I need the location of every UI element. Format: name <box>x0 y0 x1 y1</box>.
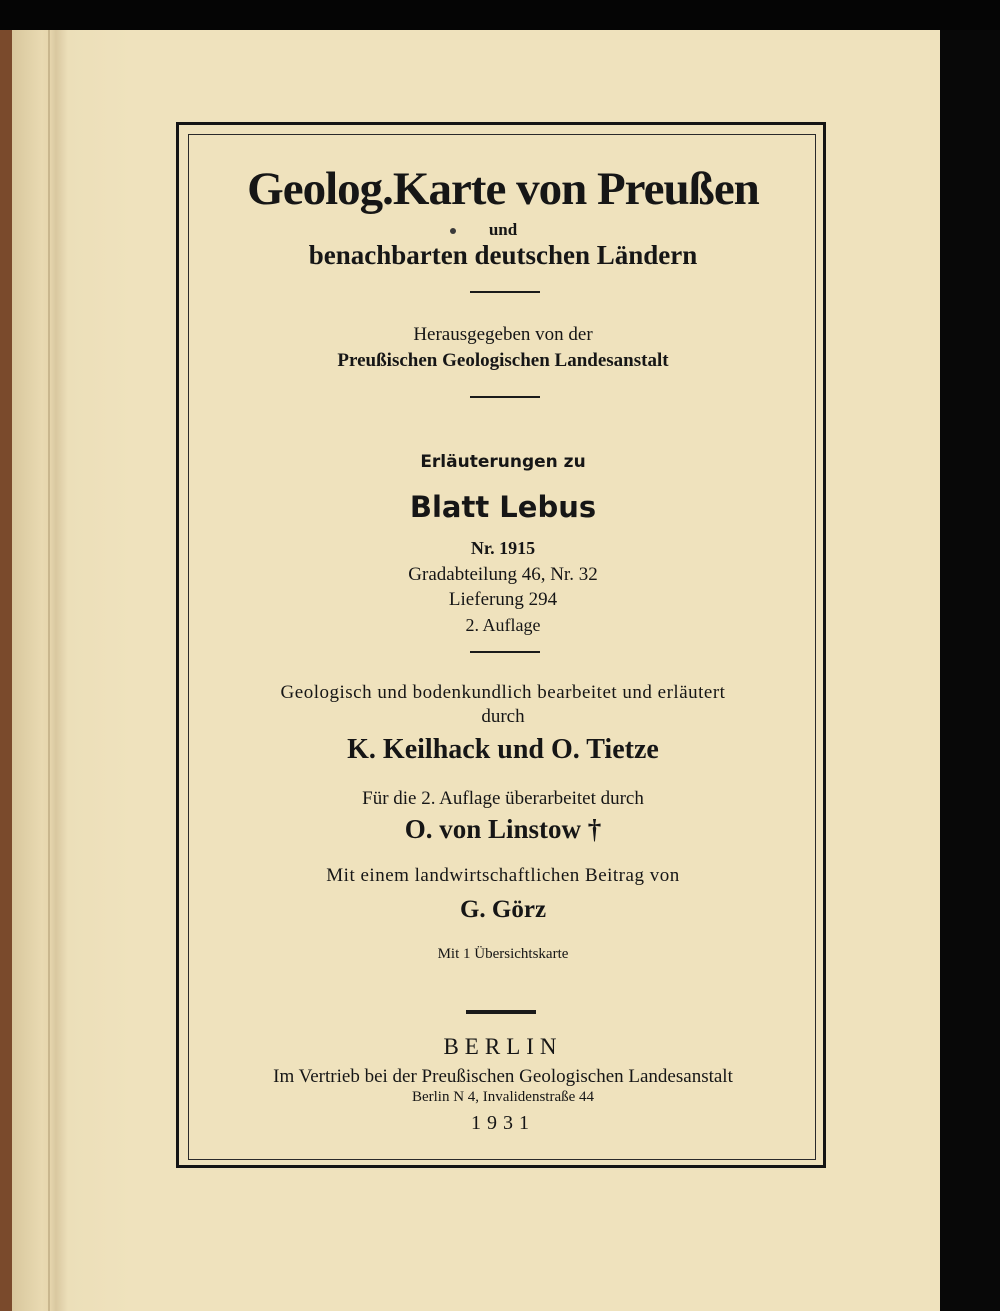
map-note: Mit 1 Übersichtskarte <box>437 946 569 962</box>
publication-year: 1931 <box>471 1112 535 1134</box>
reviser: O. von Linstow † <box>404 814 602 844</box>
series-title: Geolog.Karte von Preußen <box>247 163 759 215</box>
divider-rule <box>470 651 540 653</box>
conjunction: und <box>488 220 518 239</box>
sheet-title: Blatt Lebus <box>409 490 597 524</box>
distribution-note: Im Vertrieb bei der Preußischen Geologischen Landesanstalt <box>273 1066 733 1087</box>
publisher-address: Berlin N 4, Invalidenstraße 44 <box>411 1089 595 1105</box>
revision-intro: Für die 2. Auflage überarbeitet durch <box>362 788 644 809</box>
sheet-number: Nr. 1915 <box>470 538 536 558</box>
book-spine <box>0 30 12 1311</box>
publication-city: BERLIN <box>443 1034 563 1059</box>
explanations-label: Erläuterungen zu <box>420 452 586 472</box>
publisher-name: Preußischen Geologischen Landesanstalt <box>337 350 669 371</box>
divider-rule <box>470 291 540 293</box>
authors: K. Keilhack und O. Tietze <box>347 734 659 765</box>
title-page-content <box>188 134 818 1158</box>
agriculture-intro: Mit einem landwirtschaftlichen Beitrag von <box>326 865 680 886</box>
page-edge-shadow <box>940 30 1000 1311</box>
grade-section: Gradabteilung 46, Nr. 32 <box>408 564 598 585</box>
divider-rule-thick <box>466 1010 536 1014</box>
edition: 2. Auflage <box>465 615 541 635</box>
delivery-number: Lieferung 294 <box>448 589 558 610</box>
binding-crease <box>48 30 50 1311</box>
ink-speck <box>450 228 456 234</box>
authors-intro-by: durch <box>481 706 525 727</box>
divider-rule <box>470 396 540 398</box>
series-subtitle: benachbarten deutschen Ländern <box>308 240 698 270</box>
authors-intro: Geologisch und bodenkundlich bearbeitet und erläutert <box>280 682 726 703</box>
publisher-intro: Herausgegeben von der <box>413 324 593 345</box>
agriculture-author: G. Görz <box>459 896 547 923</box>
